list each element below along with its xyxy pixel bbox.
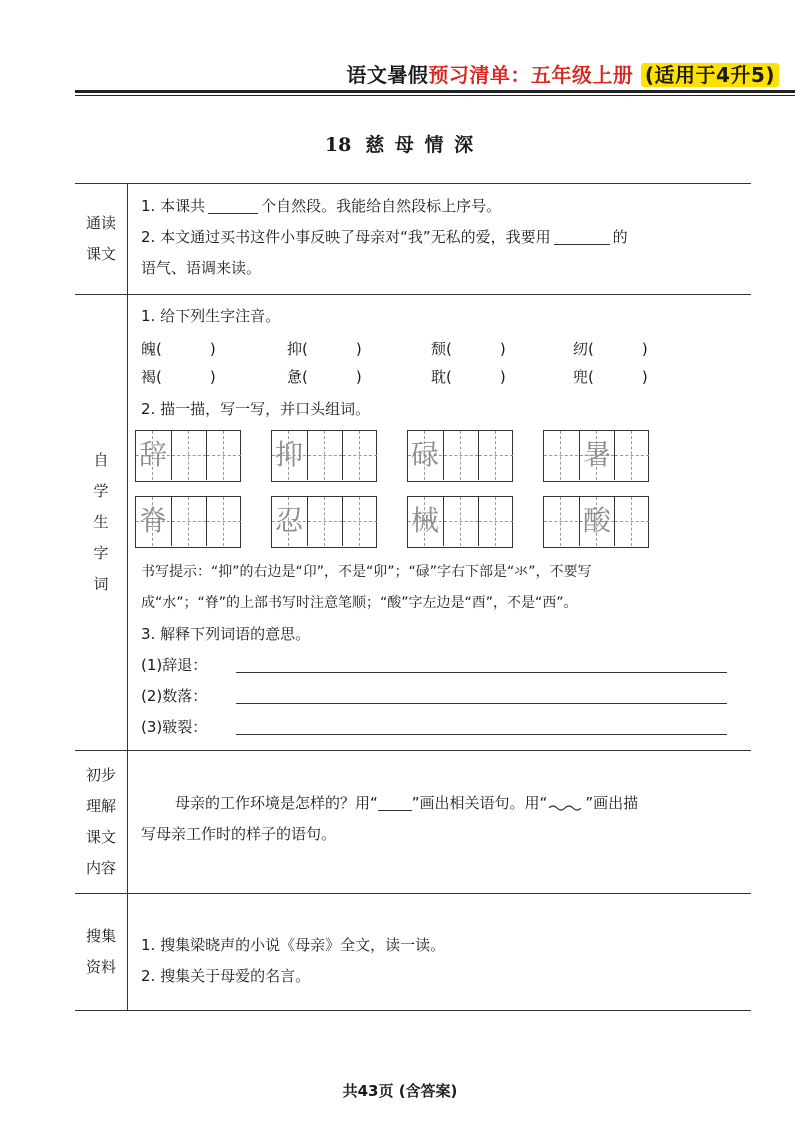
- tone-blank[interactable]: [554, 226, 610, 245]
- write-cell[interactable]: [342, 431, 377, 480]
- straight-line-marker: [378, 792, 412, 811]
- write-cell[interactable]: [307, 431, 342, 480]
- definition-answer-line[interactable]: [236, 703, 727, 704]
- lesson-name: 慈 母 情 深: [365, 134, 476, 156]
- trace-char: 忍: [274, 504, 303, 537]
- pinyin-item[interactable]: [573, 334, 648, 365]
- write-cell[interactable]: [478, 431, 513, 480]
- category-line: 课文: [85, 245, 116, 263]
- tracing-grid[interactable]: [135, 496, 241, 548]
- trace-char: 抑: [274, 438, 303, 471]
- write-cell[interactable]: [171, 431, 206, 480]
- pinyin-char: 魄(: [141, 340, 162, 358]
- pinyin-char: 惫(: [287, 368, 308, 386]
- write-cell[interactable]: [544, 497, 578, 546]
- tracing-grid[interactable]: [135, 430, 241, 482]
- self-study-q1: 1. 给下列生字注音。: [141, 307, 281, 325]
- worksheet-table: [75, 183, 751, 985]
- collect-q2: 2. 搜集关于母爱的名言。: [141, 967, 311, 985]
- understand-line1: [175, 788, 638, 819]
- category-collect-materials: [75, 893, 128, 1010]
- category-self-study: [75, 294, 128, 750]
- write-cell[interactable]: [206, 431, 241, 480]
- pinyin-item[interactable]: [287, 362, 362, 393]
- category-line: 字: [93, 543, 109, 562]
- trace-cell: [136, 497, 170, 546]
- write-cell[interactable]: [443, 431, 478, 480]
- collect-q1: 1. 搜集梁晓声的小说《母亲》全文，读一读。: [141, 936, 446, 954]
- paren-close: ): [355, 340, 362, 358]
- read-q2-post: 的: [612, 228, 628, 246]
- tracing-grid[interactable]: [407, 496, 513, 548]
- lesson-title: [0, 130, 800, 157]
- pinyin-char: 纫(: [573, 340, 594, 358]
- read-q1: [141, 191, 501, 222]
- paren-close: ): [641, 368, 648, 386]
- write-cell[interactable]: [544, 431, 578, 480]
- understand-text-c: ”画出描: [585, 794, 639, 812]
- category-line: 通读: [85, 214, 116, 232]
- pinyin-char: 兜(: [573, 368, 594, 386]
- write-cell[interactable]: [171, 497, 206, 546]
- tracing-grid[interactable]: [271, 430, 377, 482]
- category-line: 自: [93, 450, 109, 469]
- understand-text-a: 母亲的工作环境是怎样的？用“: [175, 794, 378, 812]
- paren-close: ): [355, 368, 362, 386]
- trace-char: 酸: [582, 504, 611, 537]
- understand-text-b: ”画出相关语句。用“: [411, 794, 548, 812]
- wavy-line-marker: [547, 793, 585, 811]
- paragraph-count-blank[interactable]: [208, 195, 258, 214]
- trace-char: 脊: [138, 504, 167, 537]
- trace-cell: [136, 431, 170, 480]
- row-read-text: [75, 184, 751, 295]
- tracing-grid[interactable]: [543, 496, 649, 548]
- category-understand-text: [75, 750, 128, 893]
- self-study-q2: 2. 描一描，写一写，并口头组词。: [141, 400, 371, 418]
- trace-char: 辞: [138, 438, 167, 471]
- pinyin-item[interactable]: [573, 362, 648, 393]
- pinyin-item[interactable]: [431, 362, 506, 393]
- paren-close: ): [209, 340, 216, 358]
- row-understand-text: [75, 750, 751, 894]
- category-line: 词: [93, 574, 109, 593]
- trace-char: 碌: [410, 438, 439, 471]
- pinyin-char: 抑(: [287, 340, 308, 358]
- pinyin-item[interactable]: [141, 362, 216, 393]
- category-line: 资料: [85, 957, 116, 976]
- trace-cell: [579, 497, 614, 546]
- lesson-number: 18: [324, 134, 352, 156]
- pinyin-item[interactable]: [287, 334, 362, 365]
- definition-answer-line[interactable]: [236, 734, 727, 735]
- tracing-grid[interactable]: [271, 496, 377, 548]
- page-footer: 共43页 (含答案): [342, 1082, 458, 1100]
- row-self-study: [75, 294, 751, 751]
- definition-answer-line[interactable]: [236, 672, 727, 673]
- paren-close: ): [641, 340, 648, 358]
- trace-char: 暑: [582, 438, 611, 471]
- read-q2-pre: 2. 本文通过买书这件小事反映了母亲对“我”无私的爱，我要用: [141, 228, 551, 246]
- tracing-grid[interactable]: [407, 430, 513, 482]
- tracing-grid[interactable]: [543, 430, 649, 482]
- header-title: [346, 59, 779, 88]
- paren-close: ): [499, 368, 506, 386]
- read-q1-pre: 1. 本课共: [141, 197, 206, 215]
- category-line: 初步: [85, 765, 116, 784]
- read-q1-post: 个自然段。我能给自然段标上序号。: [261, 197, 502, 215]
- trace-cell: [579, 431, 614, 480]
- category-line: 搜集: [85, 926, 116, 945]
- trace-cell: [408, 431, 442, 480]
- trace-cell: [408, 497, 442, 546]
- page-header: [75, 52, 795, 92]
- pinyin-item[interactable]: [141, 334, 216, 365]
- read-q2: [141, 222, 628, 253]
- category-line: 课文: [85, 827, 116, 846]
- row-collect-materials: [75, 893, 751, 1011]
- read-q2-line2: 语气、语调来读。: [141, 259, 262, 277]
- trace-cell: [272, 431, 306, 480]
- write-cell[interactable]: [478, 497, 513, 546]
- self-study-q3: 3. 解释下列词语的意思。: [141, 625, 311, 643]
- header-rule: [75, 90, 795, 93]
- paren-close: ): [209, 368, 216, 386]
- trace-cell: [272, 497, 306, 546]
- definition-label: (1)辞退：: [141, 656, 208, 674]
- write-cell[interactable]: [614, 497, 649, 546]
- header-title-red: 预习清单：五年级上册: [428, 63, 634, 87]
- pinyin-item[interactable]: [431, 334, 506, 365]
- write-cell[interactable]: [206, 497, 241, 546]
- header-rule-thin: [75, 95, 795, 96]
- header-grade-note: (适用于4升5): [641, 63, 779, 87]
- write-cell[interactable]: [614, 431, 649, 480]
- understand-line2: 写母亲工作时的样子的语句。: [141, 825, 337, 843]
- category-read-text: [75, 184, 128, 294]
- trace-char: 械: [410, 504, 439, 537]
- wavy-line-icon: [547, 795, 585, 813]
- header-title-black: 语文暑假: [346, 63, 429, 87]
- category-line: 内容: [85, 858, 116, 877]
- category-line: 理解: [85, 796, 116, 815]
- write-cell[interactable]: [342, 497, 377, 546]
- write-cell[interactable]: [443, 497, 478, 546]
- definition-label: (2)数落：: [141, 687, 208, 705]
- write-cell[interactable]: [307, 497, 342, 546]
- category-line: 生: [93, 512, 109, 531]
- paren-close: ): [499, 340, 506, 358]
- writing-tip-line2: 成“水”；“脊”的上部书写时注意笔顺；“酸”字左边是“酉”，不是“西”。: [141, 595, 578, 611]
- category-line: 学: [93, 481, 109, 500]
- pinyin-char: 颓(: [431, 340, 452, 358]
- pinyin-char: 褐(: [141, 368, 162, 386]
- definition-label: (3)皲裂：: [141, 718, 208, 736]
- writing-tip-line1: 书写提示：“抑”的右边是“卬”，不是“卯”；“碌”字右下部是“氺”，不要写: [141, 564, 592, 580]
- pinyin-char: 耽(: [431, 368, 452, 386]
